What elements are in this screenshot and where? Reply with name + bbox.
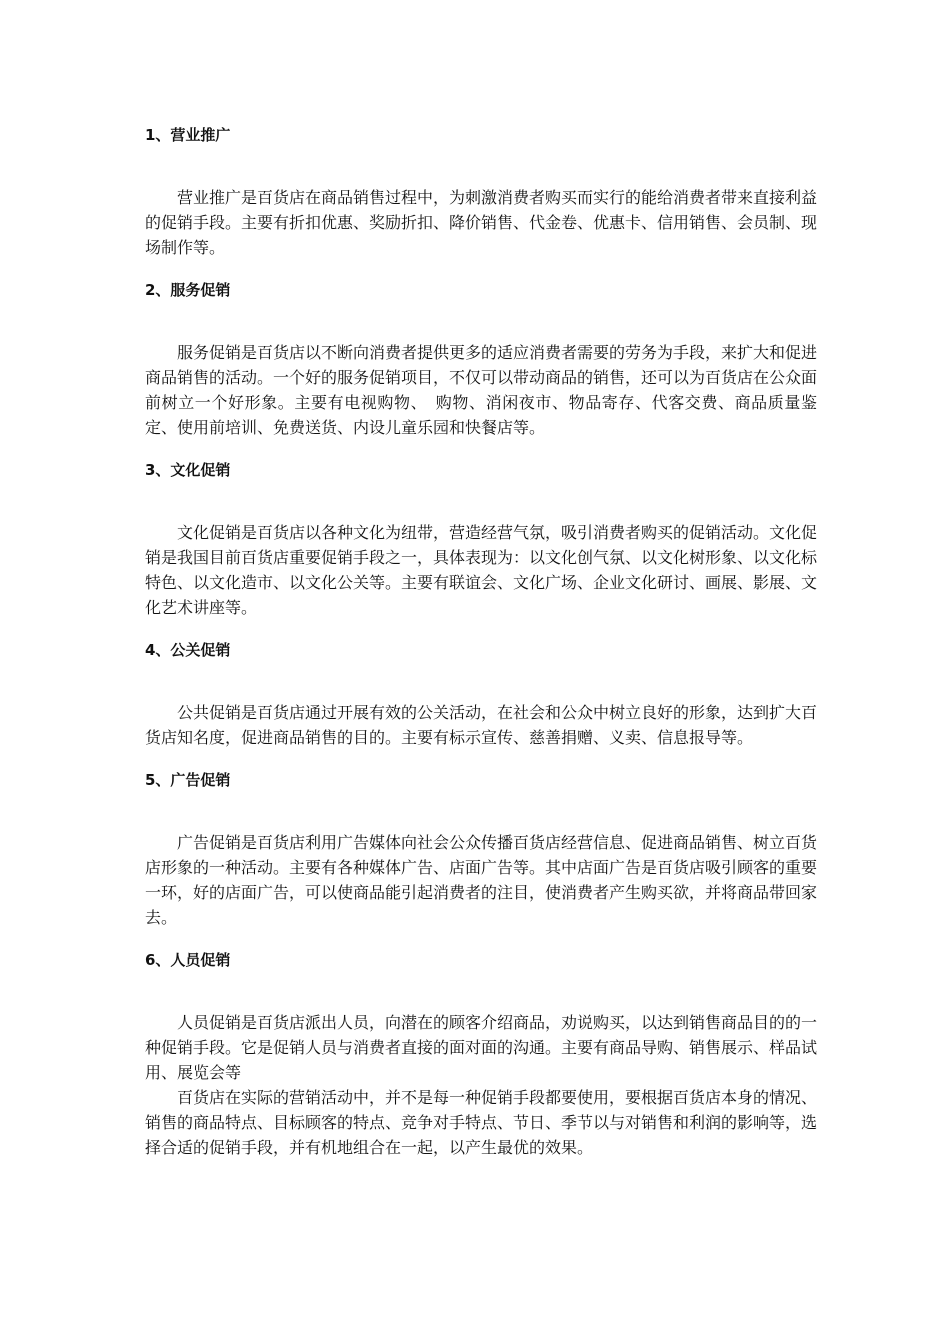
conclusion-paragraph: 百货店在实际的营销活动中，并不是每一种促销手段都要使用，要根据百货店本身的情况、销售的商品特点、目标顾客的特点、竞争对手特点、节日、季节以与对销售和利润的影响等，选择合适的促销手段，并有机地组合在一起，以产生最优的效果。: [145, 1088, 818, 1157]
section-paragraph-1: 营业推广是百货店在商品销售过程中，为刺激消费者购买而实行的能给消费者带来直接利益的促销手段。主要有折扣优惠、奖励折扣、降价销售、代金卷、优惠卡、信用销售、会员制、现场制作等。: [145, 188, 818, 257]
section-paragraph-4: 公共促销是百货店通过开展有效的公关活动，在社会和公众中树立良好的形象，达到扩大百货店知名度，促进商品销售的目的。主要有标示宣传、慈善捐赠、义卖、信息报导等。: [145, 703, 818, 747]
section-heading-5: 5、广告促销: [145, 771, 231, 789]
section-paragraph-3: 文化促销是百货店以各种文化为纽带，营造经营气氛，吸引消费者购买的促销活动。文化促销是我国目前百货店重要促销手段之一，具体表现为：以文化创气氛、以文化树形象、以文化标特色、以文化造市、以文化公关等。主要有联谊会、文化广场、企业文化研讨、画展、影展、文化艺术讲座等。: [145, 523, 818, 617]
section-paragraph-6: 人员促销是百货店派出人员，向潜在的顾客介绍商品，劝说购买，以达到销售商品目的的一种促销手段。它是促销人员与消费者直接的面对面的沟通。主要有商品导购、销售展示、样品试用、展览会等: [145, 1013, 818, 1082]
section-paragraph-5: 广告促销是百货店利用广告媒体向社会公众传播百货店经营信息、促进商品销售、树立百货店形象的一种活动。主要有各种媒体广告、店面广告等。其中店面广告是百货店吸引顾客的重要一环，好的店面广告，可以使商品能引起消费者的注目，使消费者产生购买欲，并将商品带回家去。: [145, 833, 818, 927]
section-heading-4: 4、公关促销: [145, 641, 231, 659]
section-paragraph-2: 服务促销是百货店以不断向消费者提供更多的适应消费者需要的劳务为手段，来扩大和促进商品销售的活动。一个好的服务促销项目，不仅可以带动商品的销售，还可以为百货店在公众面前树立一个好形象。主要有电视购物、 购物、消闲夜市、物品寄存、代客交费、商品质量鉴定、使用前培训、免费送货、内设儿童乐园和快餐店等。: [145, 343, 818, 437]
section-heading-2: 2、服务促销: [145, 281, 231, 299]
document-body: [145, 123, 817, 1160]
section-heading-6: 6、人员促销: [145, 951, 231, 969]
section-heading-3: 3、文化促销: [145, 461, 231, 479]
section-heading-1: 1、营业推广: [145, 126, 231, 144]
